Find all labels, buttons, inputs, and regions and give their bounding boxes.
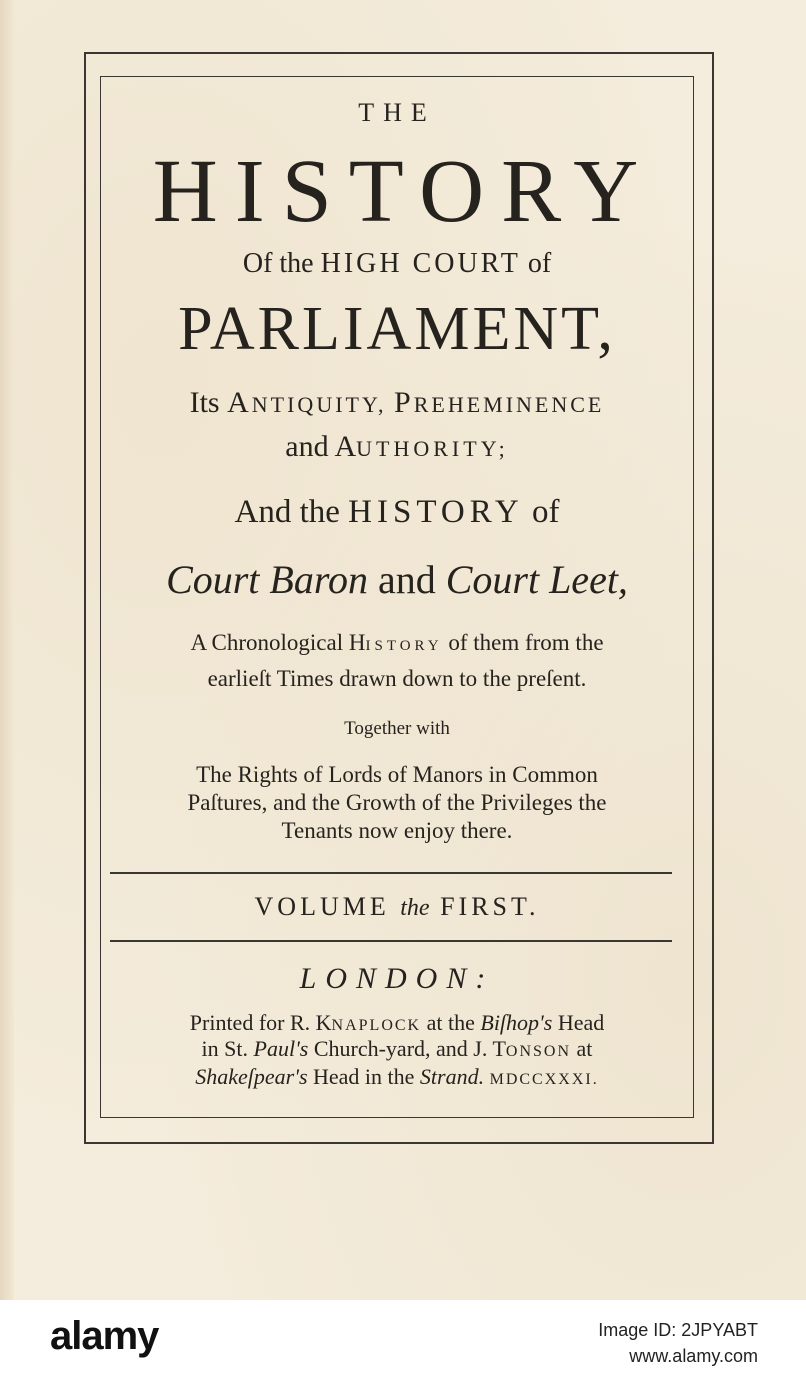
tonson-initial: T bbox=[492, 1036, 506, 1061]
of-text-2: of bbox=[532, 494, 560, 530]
at-the-text: at the bbox=[426, 1010, 475, 1035]
authority-rest: UTHORITY; bbox=[356, 436, 509, 461]
printed-for-text: Printed for R. bbox=[189, 1010, 311, 1035]
and-the-history-line bbox=[100, 494, 694, 531]
of-the-text: Of the bbox=[242, 248, 314, 279]
year-text: MDCCXXXI. bbox=[489, 1071, 599, 1088]
together-with-line: Together with bbox=[344, 718, 450, 739]
authority-line bbox=[100, 430, 694, 464]
antiquity-initial: A bbox=[227, 386, 252, 419]
imprint-line-1 bbox=[100, 1010, 694, 1036]
history-text: HISTORY bbox=[348, 494, 524, 530]
chronological-text: A Chronological bbox=[190, 630, 344, 655]
title-the: THE bbox=[358, 98, 436, 127]
pauls-text: Paul's bbox=[253, 1036, 309, 1061]
knaplock-initial: K bbox=[315, 1010, 332, 1035]
and-text: and bbox=[285, 430, 329, 463]
rights-line-2: Paſtures, and the Growth of the Privileges the bbox=[187, 790, 607, 815]
volume-the-text: the bbox=[400, 895, 430, 921]
antiquity-rest: NTIQUITY, bbox=[251, 392, 387, 417]
volume-text: VOLUME bbox=[254, 892, 390, 921]
in-st-text: in St. bbox=[201, 1036, 249, 1061]
chronological-line bbox=[100, 630, 694, 656]
rights-line-3: Tenants now enjoy there. bbox=[281, 818, 513, 843]
court-leet-text: Court Leet, bbox=[445, 557, 628, 602]
subtitle-high-court bbox=[100, 248, 694, 280]
of-text: of bbox=[527, 248, 552, 279]
imprint-line-3 bbox=[100, 1064, 694, 1090]
page-gutter bbox=[0, 0, 14, 1300]
and-text-2: and bbox=[377, 557, 436, 602]
divider-rule-upper bbox=[110, 872, 672, 874]
volume-first-text: FIRST. bbox=[440, 892, 540, 921]
tonson-rest: ONSON bbox=[505, 1043, 572, 1060]
title-history: HISTORY bbox=[152, 142, 656, 241]
earliest-times-line: earlieſt Times drawn down to the preſent. bbox=[207, 666, 587, 691]
its-text: Its bbox=[189, 386, 220, 419]
image-id-label: Image ID: 2JPYABT bbox=[598, 1320, 758, 1340]
history-rest: ISTORY bbox=[365, 638, 443, 654]
authority-initial: A bbox=[334, 430, 357, 463]
divider-rule-lower bbox=[110, 940, 672, 942]
imprint-line-2 bbox=[100, 1036, 694, 1062]
preheminence-initial: P bbox=[394, 386, 414, 419]
rights-line-1: The Rights of Lords of Manors in Common bbox=[196, 762, 598, 787]
antiquity-line bbox=[100, 386, 694, 420]
imprint-london: LONDON: bbox=[299, 962, 495, 995]
history-initial: H bbox=[348, 630, 366, 655]
strand-text: Strand. bbox=[419, 1064, 485, 1089]
and-the-text: And the bbox=[234, 494, 340, 530]
of-them-text: of them from the bbox=[448, 630, 604, 655]
title-parliament: PARLIAMENT, bbox=[178, 295, 616, 363]
head-text: Head bbox=[557, 1010, 605, 1035]
high-court-text: HIGH COURT bbox=[320, 248, 521, 279]
at-text: at bbox=[576, 1036, 593, 1061]
churchyard-text: Church-yard, and J. bbox=[313, 1036, 488, 1061]
court-baron-line bbox=[100, 556, 694, 603]
alamy-logo: alamy bbox=[50, 1314, 159, 1358]
court-baron-text: Court Baron bbox=[166, 557, 368, 602]
bishops-text: Biſhop's bbox=[480, 1010, 553, 1035]
preheminence-rest: REHEMINENCE bbox=[413, 392, 605, 417]
shakespears-text: Shakeſpear's bbox=[195, 1064, 308, 1089]
head-in-the-text: Head in the bbox=[313, 1064, 415, 1089]
site-url-label: www.alamy.com bbox=[629, 1346, 758, 1366]
volume-line bbox=[100, 892, 694, 922]
knaplock-rest: NAPLOCK bbox=[331, 1017, 422, 1034]
